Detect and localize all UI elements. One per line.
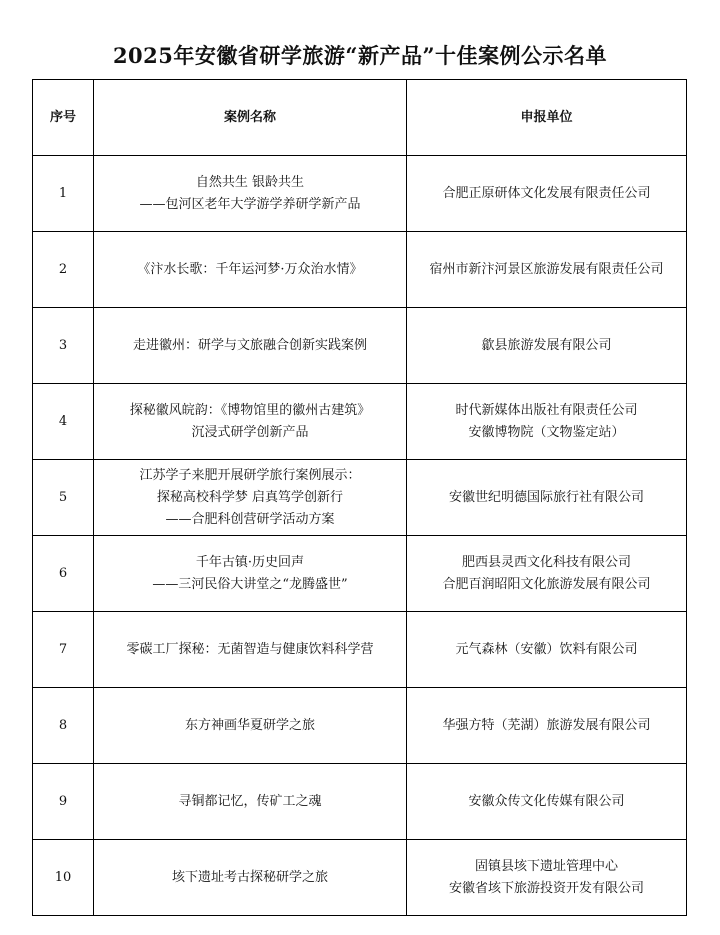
table-row <box>33 536 687 612</box>
row-unit <box>407 156 687 232</box>
row-case-name <box>94 460 407 536</box>
header-case-name: 案例名称 <box>94 80 407 156</box>
unit-line: 元气森林（安徽）饮料有限公司 <box>455 641 638 657</box>
document-title: 2025年安徽省研学旅游“新产品”十佳案例公示名单 <box>112 43 608 68</box>
row-unit <box>407 536 687 612</box>
case-name-line: 寻铜都记忆，传矿工之魂 <box>178 793 322 809</box>
unit-line: 安徽世纪明德国际旅行社有限公司 <box>448 489 644 505</box>
row-case-name <box>94 156 407 232</box>
row-case-name <box>94 232 407 308</box>
table-row <box>33 156 687 232</box>
case-name-line: 沉浸式研学创新产品 <box>191 424 309 440</box>
row-case-name <box>94 308 407 384</box>
row-unit <box>407 460 687 536</box>
case-name-line: 探秘高校科学梦 启真笃学创新行 <box>156 489 344 505</box>
unit-line: 合肥正原研体文化发展有限责任公司 <box>442 185 651 201</box>
unit-line: 固镇县垓下遗址管理中心 <box>474 858 618 874</box>
table-header-row <box>33 80 687 156</box>
case-name-line: ——合肥科创营研学活动方案 <box>165 511 335 527</box>
row-unit <box>407 612 687 688</box>
row-index: 2 <box>33 232 94 308</box>
row-index: 1 <box>33 156 94 232</box>
unit-line: 肥西县灵西文化科技有限公司 <box>461 554 631 570</box>
case-name-line: ——三河民俗大讲堂之“龙腾盛世” <box>152 576 348 592</box>
announcement-table <box>32 79 687 916</box>
row-unit <box>407 384 687 460</box>
table-row <box>33 460 687 536</box>
row-index: 8 <box>33 688 94 764</box>
table-body <box>33 156 687 916</box>
row-unit <box>407 232 687 308</box>
unit-line: 安徽博物院（文物鉴定站） <box>468 424 625 440</box>
row-case-name <box>94 536 407 612</box>
row-case-name <box>94 688 407 764</box>
unit-line: 合肥百润昭阳文化旅游发展有限公司 <box>442 576 651 592</box>
row-case-name <box>94 384 407 460</box>
unit-line: 安徽省垓下旅游投资开发有限公司 <box>448 880 644 896</box>
row-index: 3 <box>33 308 94 384</box>
unit-line: 华强方特（芜湖）旅游发展有限公司 <box>442 717 651 733</box>
unit-line: 时代新媒体出版社有限责任公司 <box>455 402 638 418</box>
case-name-line: 零碳工厂探秘：无菌智造与健康饮料科学营 <box>126 641 374 657</box>
row-unit <box>407 688 687 764</box>
case-name-line: 千年古镇·历史回声 <box>195 554 305 570</box>
case-name-line: ——包河区老年大学游学养研学新产品 <box>139 196 361 212</box>
row-index: 9 <box>33 764 94 840</box>
case-name-line: 垓下遗址考古探秘研学之旅 <box>171 869 328 885</box>
case-name-line: 东方神画华夏研学之旅 <box>184 717 315 733</box>
row-case-name <box>94 764 407 840</box>
row-index: 6 <box>33 536 94 612</box>
row-index: 4 <box>33 384 94 460</box>
row-index: 7 <box>33 612 94 688</box>
table-row <box>33 840 687 916</box>
table-row <box>33 612 687 688</box>
case-name-line: 探秘徽风皖韵：《博物馆里的徽州古建筑》 <box>129 402 371 418</box>
row-index: 5 <box>33 460 94 536</box>
row-case-name <box>94 840 407 916</box>
row-index: 10 <box>33 840 94 916</box>
table-row <box>33 384 687 460</box>
row-case-name <box>94 612 407 688</box>
case-name-line: 走进徽州：研学与文旅融合创新实践案例 <box>132 337 367 353</box>
table-row <box>33 232 687 308</box>
row-unit <box>407 764 687 840</box>
case-name-line: 《汴水长歌：千年运河梦·万众治水情》 <box>137 261 363 277</box>
header-unit: 申报单位 <box>407 80 687 156</box>
unit-line: 安徽众传文化传媒有限公司 <box>468 793 625 809</box>
table-row <box>33 764 687 840</box>
unit-line: 宿州市新汴河景区旅游发展有限责任公司 <box>429 261 664 277</box>
table-row <box>33 308 687 384</box>
header-index: 序号 <box>33 80 94 156</box>
table-row <box>33 688 687 764</box>
row-unit <box>407 308 687 384</box>
case-name-line: 江苏学子来肥开展研学旅行案例展示： <box>139 467 361 483</box>
case-name-line: 自然共生 银龄共生 <box>195 174 305 190</box>
row-unit <box>407 840 687 916</box>
unit-line: 歙县旅游发展有限公司 <box>481 337 612 353</box>
